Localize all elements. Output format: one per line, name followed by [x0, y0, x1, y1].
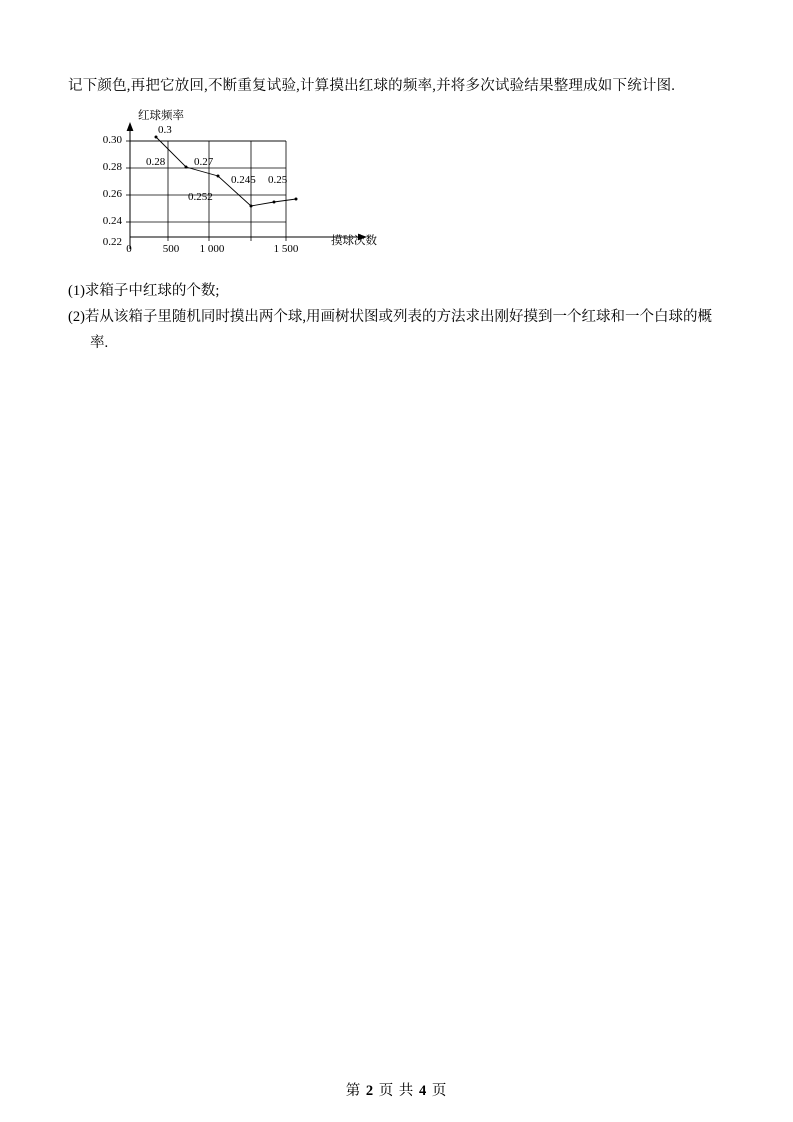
data-point-label: 0.25 [268, 174, 288, 186]
page-content [68, 72, 728, 356]
sub-question-1 [68, 278, 728, 304]
y-tick-label: 0.28 [102, 161, 122, 173]
chart-x-axis-title: 摸球次数 [331, 235, 377, 247]
y-tick-label: 0.30 [102, 134, 122, 146]
data-point-label: 0.252 [188, 191, 213, 203]
data-point-label: 0.28 [146, 156, 166, 168]
data-point-label: 0.3 [158, 124, 172, 136]
x-tick-label: 1 000 [199, 243, 225, 255]
sub-questions [68, 278, 728, 356]
footer-current-page: 2 [365, 1083, 375, 1099]
sub-question-2-text: (2)若从该箱子里随机同时摸出两个球,用画树状图或列表的方法求出刚好摸到一个红球和一个白球的概率. [68, 309, 713, 351]
footer-suffix: 页 [431, 1083, 448, 1099]
x-tick-label: 500 [162, 243, 180, 255]
x-tick-label: 1 500 [273, 243, 299, 255]
question-stem: 记下颜色,再把它放回,不断重复试验,计算摸出红球的频率,并将多次试验结果整理成如下统计图. [68, 78, 676, 94]
y-tick-label: 0.24 [102, 215, 122, 227]
frequency-line-chart [88, 107, 508, 272]
x-tick-label: 0 [126, 243, 132, 255]
footer-total-pages: 4 [418, 1083, 428, 1099]
chart-y-axis-title: 红球频率 [138, 110, 184, 122]
y-tick-label: 0.26 [102, 188, 122, 200]
sub-question-2 [68, 304, 728, 356]
page-footer [0, 1079, 793, 1100]
sub-question-1-text: (1)求箱子中红球的个数; [68, 283, 220, 299]
data-point-label: 0.27 [194, 156, 214, 168]
y-tick-label: 0.22 [102, 236, 122, 248]
footer-prefix: 第 [345, 1083, 362, 1099]
data-point-label: 0.245 [231, 174, 256, 186]
footer-middle: 页 共 [378, 1083, 415, 1099]
